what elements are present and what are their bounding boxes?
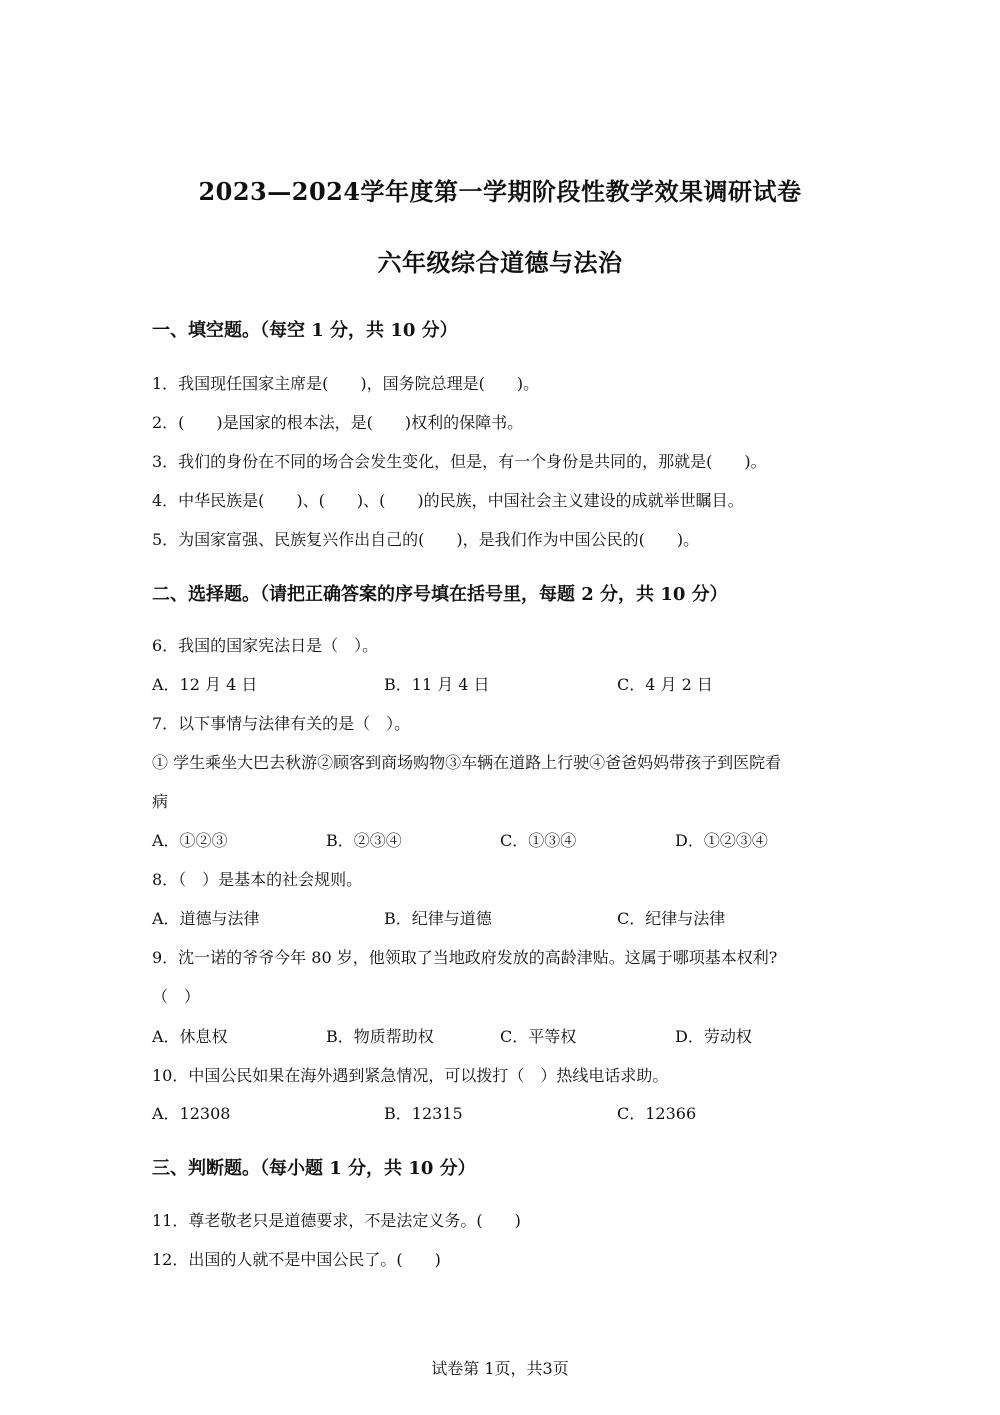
question-9: 9．沈一诺的爷爷今年 80 岁，他领取了当地政府发放的高龄津贴。这属于哪项基本权利? [152, 948, 778, 967]
question-7: 7．以下事情与法律有关的是（ ）。 [152, 714, 411, 733]
question-7-statements-cont: 病 [152, 792, 169, 811]
exam-title: 2023—2024学年度第一学期阶段性教学效果调研试卷 [198, 177, 802, 206]
section-choice-heading: 二、选择题。（请把正确答案的序号填在括号里，每题 2 分，共 10 分） [152, 584, 728, 605]
q10-option-c: C．12366 [617, 1104, 697, 1123]
question-10: 10．中国公民如果在海外遇到紧急情况，可以拨打（ ）热线电话求助。 [152, 1066, 669, 1085]
page-footer: 试卷第 1页，共3页 [431, 1359, 569, 1378]
q9-option-a: A．休息权 [152, 1027, 228, 1046]
question-1: 1．我国现任国家主席是( )，国务院总理是( )。 [152, 374, 540, 393]
q9-option-b: B．物质帮助权 [326, 1027, 434, 1046]
q8-option-b: B．纪律与道德 [384, 909, 492, 928]
section-judge-heading: 三、判断题。（每小题 1 分，共 10 分） [152, 1158, 476, 1179]
question-4: 4．中华民族是( )、( )、( )的民族，中国社会主义建设的成就举世瞩目。 [152, 491, 744, 510]
question-3: 3．我们的身份在不同的场合会发生变化，但是，有一个身份是共同的，那就是( )。 [152, 452, 767, 471]
q7-option-a: A．①②③ [152, 831, 228, 850]
question-2: 2．( )是国家的根本法，是( )权利的保障书。 [152, 413, 524, 432]
q7-option-d: D．①②③④ [675, 831, 768, 850]
section-fill-heading: 一、填空题。（每空 1 分，共 10 分） [152, 320, 458, 341]
question-8: 8．（ ）是基本的社会规则。 [152, 870, 363, 889]
question-5: 5．为国家富强、民族复兴作出自己的( )，是我们作为中国公民的( )。 [152, 530, 700, 549]
q6-option-a: A．12 月 4 日 [152, 675, 258, 694]
question-9-blank: （ ） [152, 987, 201, 1006]
q9-option-d: D．劳动权 [675, 1027, 752, 1046]
question-7-statements: ① 学生乘坐大巴去秋游②顾客到商场购物③车辆在道路上行驶④爸爸妈妈带孩子到医院看 [152, 753, 782, 772]
question-11: 11．尊老敬老只是道德要求，不是法定义务。( ) [152, 1211, 521, 1230]
q7-option-c: C．①③④ [500, 831, 577, 850]
q8-option-c: C．纪律与法律 [617, 909, 726, 928]
q10-option-a: A．12308 [152, 1104, 231, 1123]
q9-option-c: C．平等权 [500, 1027, 577, 1046]
q10-option-b: B．12315 [384, 1104, 463, 1123]
q6-option-b: B．11 月 4 日 [384, 675, 490, 694]
exam-subtitle: 六年级综合道德与法治 [377, 248, 623, 277]
q8-option-a: A．道德与法律 [152, 909, 260, 928]
q6-option-c: C．4 月 2 日 [617, 675, 713, 694]
question-12: 12．出国的人就不是中国公民了。( ) [152, 1250, 441, 1269]
q7-option-b: B．②③④ [326, 831, 402, 850]
question-6: 6．我国的国家宪法日是（ ）。 [152, 636, 379, 655]
